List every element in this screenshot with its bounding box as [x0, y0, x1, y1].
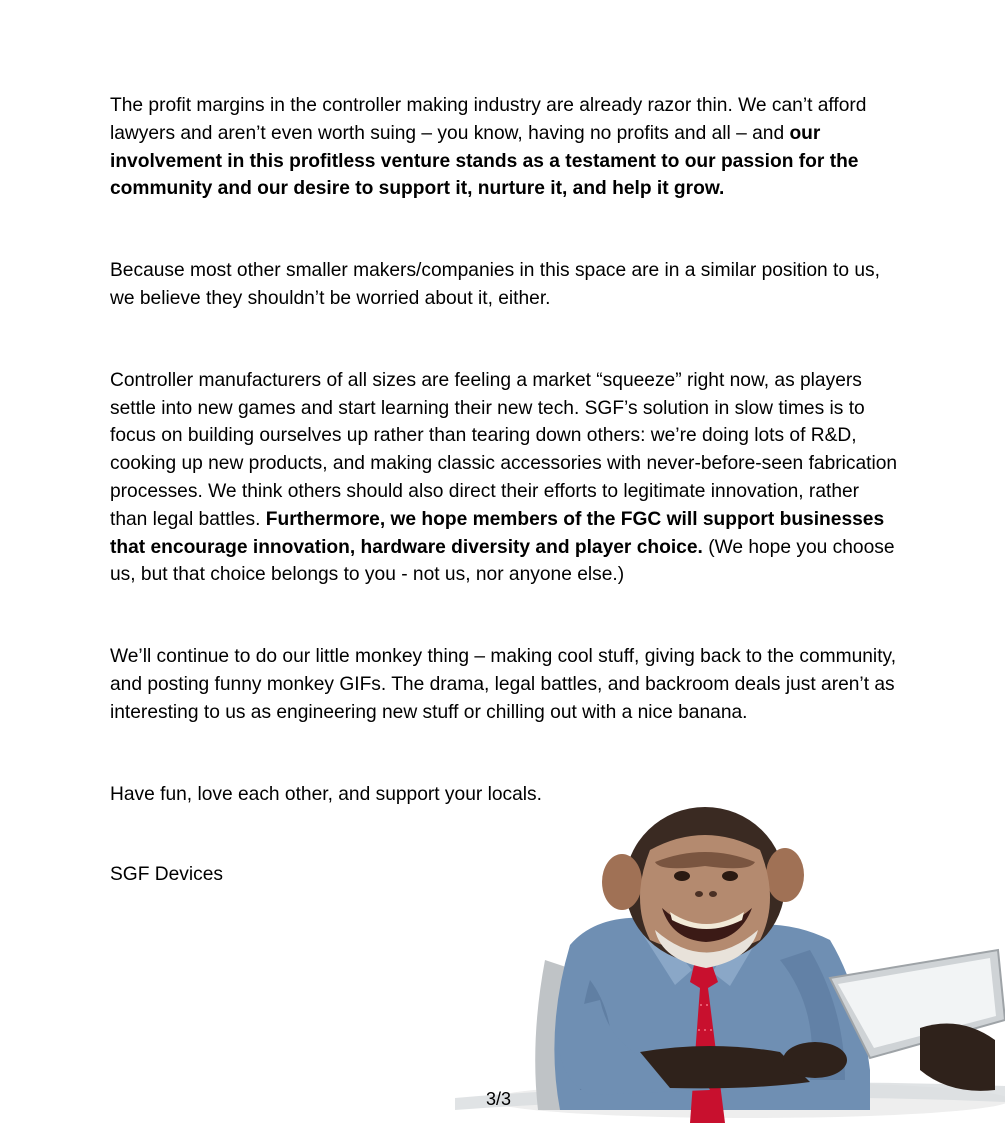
chimpanzee-illustration — [450, 790, 1005, 1123]
ear-left — [602, 854, 642, 910]
paragraph-emphasis: our involvement in this profitless venture stands as a testament to our passion for the community and our desire to support it, nurture it, and help it grow. — [110, 122, 859, 200]
paragraph-smaller-makers: Because most other smaller makers/companies in this space are in a similar position to us, we believe they shouldn’t be worried about it, either. — [110, 260, 880, 309]
paragraph-monkey-thing: We’ll continue to do our little monkey thing – making cool stuff, giving back to the community, and posting funny monkey GIFs. The drama, legal battles, and backroom deals just aren’t as interesting to us as engineering new stuff or chilling out with a nice banana. — [110, 646, 897, 723]
page-number: 3/3 — [486, 1089, 512, 1109]
eye-left — [674, 871, 690, 881]
nostril-left — [695, 891, 703, 897]
paragraph-profit-margins — [110, 92, 900, 203]
signature: SGF Devices — [110, 864, 224, 886]
paragraph-text: Controller manufacturers of all sizes are feeling a market “squeeze” right now, as players settle into new games and start learning their new tech. SGF’s solution in slow times is to focus on building ourselves up rather than tearing down others: we’re doing lots of R&D, cooking up new products, and making classic accessories with never-before-seen fabrication processes. We think others should also direct their efforts to legitimate innovation, rather than legal battles. — [110, 369, 898, 530]
document-body — [110, 92, 900, 889]
paragraph-have-fun: Have fun, love each other, and support your locals. — [110, 783, 542, 805]
paragraph-market-squeeze — [110, 367, 900, 589]
ear-right — [766, 848, 804, 902]
eye-right — [722, 871, 738, 881]
hand-right — [920, 1024, 995, 1091]
paragraph-text: (We hope you choose us, but that choice belongs to you - not us, nor anyone else.) — [110, 536, 895, 586]
nostril-right — [709, 891, 717, 897]
paragraph-text: The profit margins in the controller making industry are already razor thin. We can’t afford lawyers and aren’t even worth suing – you know, having no profits and all – and — [110, 95, 867, 144]
hand — [783, 1042, 847, 1078]
paragraph-emphasis: Furthermore, we hope members of the FGC will support businesses that encourage innovation, hardware diversity and player choice. — [110, 508, 885, 558]
